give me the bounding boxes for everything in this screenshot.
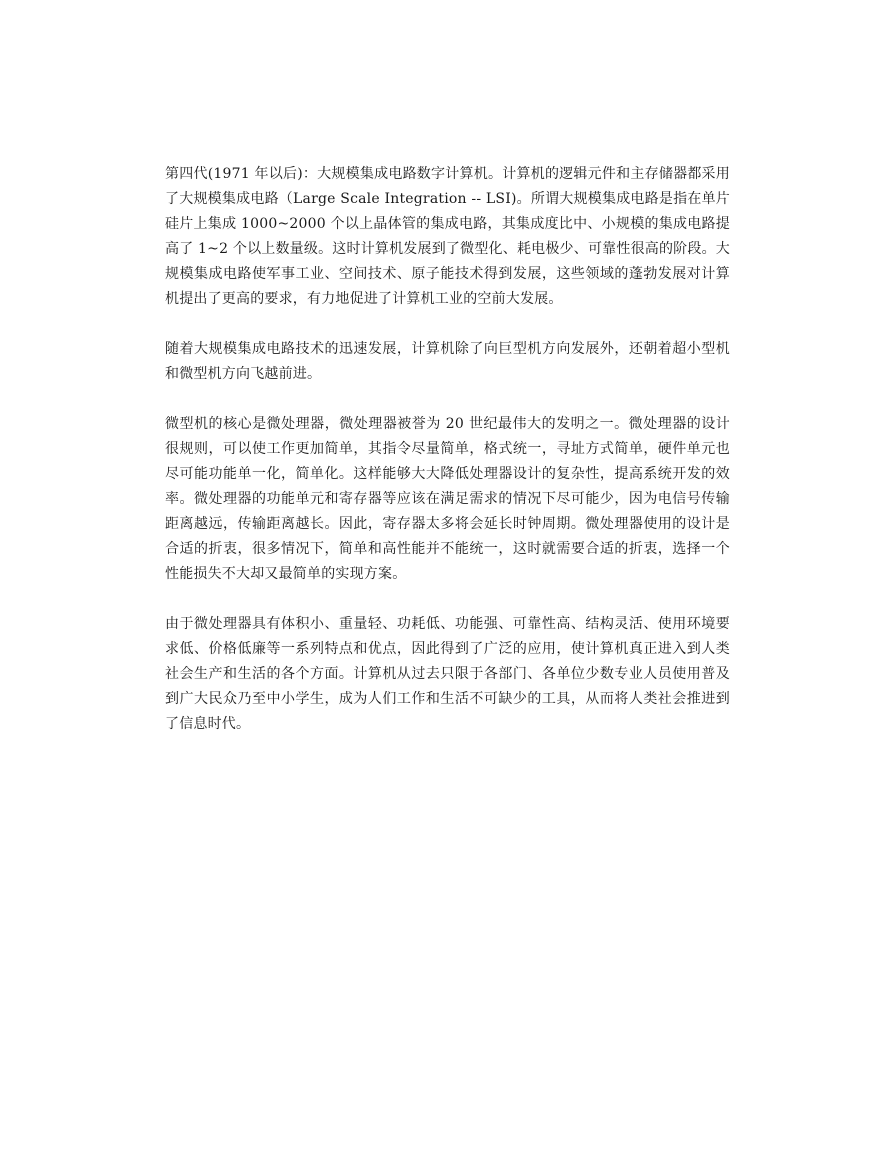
paragraph-microprocessor-applications: 由于微处理器具有体积小、重量轻、功耗低、功能强、可靠性高、结构灵活、使用环境要求低、价格低廉等一系列特点和优点，因此得到了广泛的应用，使计算机真正进入到人类社会生产和生活的各个方面。计算机从过去只限于各部门、各单位少数专业人员使用普及到广大民众乃至中小学生，成为人们工作和生活不可缺少的工具，从而将人类社会推进到了信息时代。: [165, 616, 730, 732]
document-page: [165, 162, 730, 762]
paragraph-microprocessor-core: 微型机的核心是微处理器，微处理器被誉为 20 世纪最伟大的发明之一。微处理器的设计很规则，可以使工作更加简单，其指令尽量简单，格式统一，寻址方式简单，硬件单元也尽可能功能单一化，简单化。这样能够大大降低处理器设计的复杂性，提高系统开发的效率。微处理器的功能单元和寄存器等应该在满足需求的情况下尽可能少，因为电信号传输距离越远，传输距离越长。因此，寄存器太多将会延长时钟周期。微处理器使用的设计是合适的折衷，很多情况下，简单和高性能并不能统一，这时就需要合适的折衷，选择一个性能损失不大却又最简单的实现方案。: [165, 416, 730, 582]
paragraph-fourth-generation: 第四代(1971 年以后)：大规模集成电路数字计算机。计算机的逻辑元件和主存储器都采用了大规模集成电路（Large Scale Integration -- LSI)。所谓大规模集成电路是指在单片硅片上集成 1000~2000 个以上晶体管的集成电路，其集成度比中、小规模的集成电路提高了 1~2 个以上数量级。这时计算机发展到了微型化、耗电极少、可靠性很高的阶段。大规模集成电路使军事工业、空间技术、原子能技术得到发展，这些领域的蓬勃发展对计算机提出了更高的要求，有力地促进了计算机工业的空前大发展。: [165, 166, 730, 307]
paragraph-development-direction: 随着大规模集成电路技术的迅速发展，计算机除了向巨型机方向发展外，还朝着超小型机和微型机方向飞越前进。: [165, 341, 730, 382]
